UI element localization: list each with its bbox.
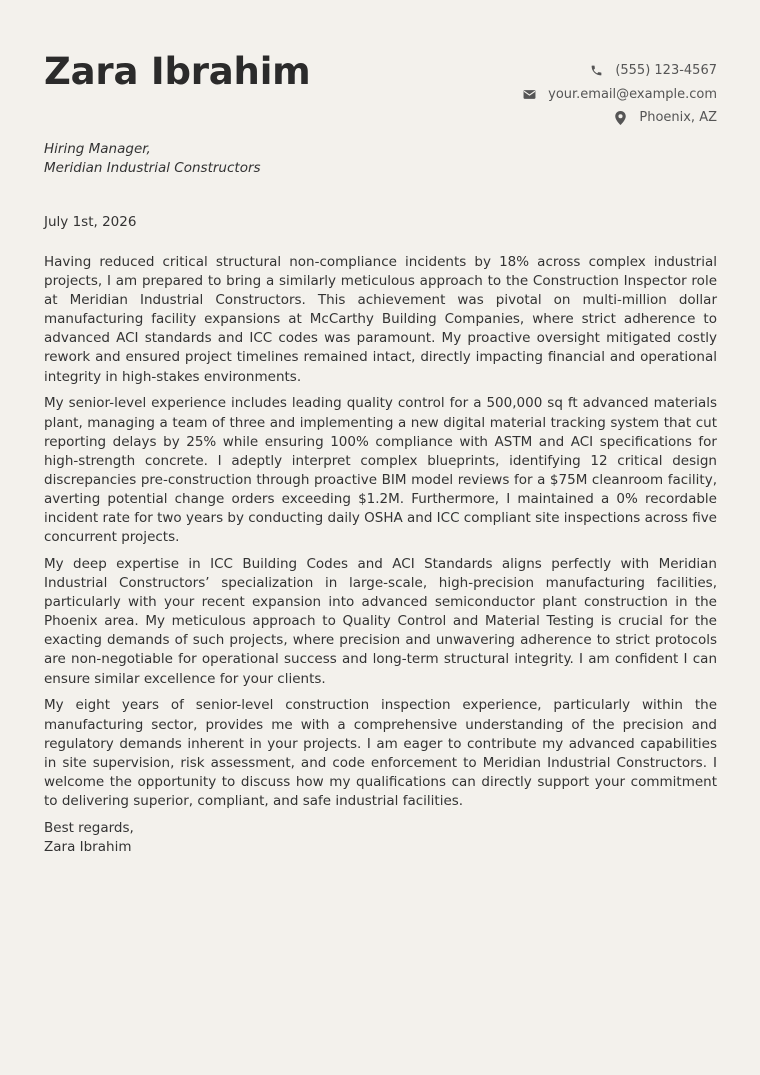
- phone-number: (555) 123-4567: [615, 63, 717, 79]
- contact-email: [522, 83, 717, 107]
- contact-info: [522, 59, 717, 130]
- letter-closing: [44, 819, 717, 857]
- body-paragraph: My senior-level experience includes leading quality control for a 500,000 sq ft advanced materials plant, managing a team of three and implementing a new digital material tracking system that cut reporting delays by 25% while ensuring 100% compliance with ASTM and ACI specifications for high-strength concrete. I adeptly interpret complex blueprints, identifying 12 critical design discrepancies pre-construction through proactive BIM model reviews for a $75M cleanroom facility, averting potential change orders exceeding $1.2M. Furthermore, I maintained a 0% recordable incident rate for two years by conducting daily OSHA and ICC compliant site inspections across five concurrent projects.: [44, 395, 717, 546]
- location-text: Phoenix, AZ: [639, 110, 717, 126]
- body-paragraph: Having reduced critical structural non-compliance incidents by 18% across complex industrial projects, I am prepared to bring a similarly meticulous approach to the Construction Inspector role at Meridian Industrial Constructors. This achievement was pivotal on multi-million dollar manufacturing facility expansions at McCarthy Building Companies, where strict adherence to advanced ACI standards and ICC codes was paramount. My proactive oversight mitigated costly rework and ensured project timelines remained intact, directly impacting financial and operational integrity in high-stakes environments.: [44, 254, 717, 385]
- body-paragraph: My eight years of senior-level construction inspection experience, particularly within the manufacturing sector, provides me with a comprehensive understanding of the precision and regulatory demands inherent in your projects. I am eager to contribute my advanced capabilities in site supervision, risk assessment, and code enforcement to Meridian Industrial Constructors. I welcome the opportunity to discuss how my qualifications can directly support your commitment to delivering superior, compliant, and safe industrial facilities.: [44, 697, 717, 809]
- email-address: your.email@example.com: [548, 86, 717, 102]
- phone-icon: [589, 64, 603, 78]
- body-paragraph: My deep expertise in ICC Building Codes and ACI Standards aligns perfectly with Meridian Industrial Constructors’ specialization in large-scale, high-precision manufacturing facilities, particularly with your recent expansion into advanced semiconductor plant construction in the Phoenix area. My meticulous approach to Quality Control and Material Testing is crucial for the exacting demands of such projects, where precision and unwavering adherence to strict protocols are non-negotiable for operational success and long-term structural integrity. I am confident I can ensure similar excellence for your clients.: [44, 556, 717, 687]
- letter-date: July 1st, 2026: [44, 214, 137, 230]
- closing-signature: Zara Ibrahim: [44, 838, 132, 855]
- closing-salutation: Best regards,: [44, 819, 134, 836]
- envelope-icon: [522, 87, 536, 101]
- recipient-title: Hiring Manager,: [44, 141, 151, 157]
- map-pin-icon: [613, 111, 627, 125]
- recipient-block: [44, 140, 261, 178]
- contact-location: [522, 106, 717, 130]
- contact-phone: [522, 59, 717, 83]
- letter-body: [44, 253, 717, 857]
- applicant-name: Zara Ibrahim: [44, 50, 311, 93]
- recipient-company: Meridian Industrial Constructors: [44, 160, 261, 176]
- letter-header: [44, 0, 717, 140]
